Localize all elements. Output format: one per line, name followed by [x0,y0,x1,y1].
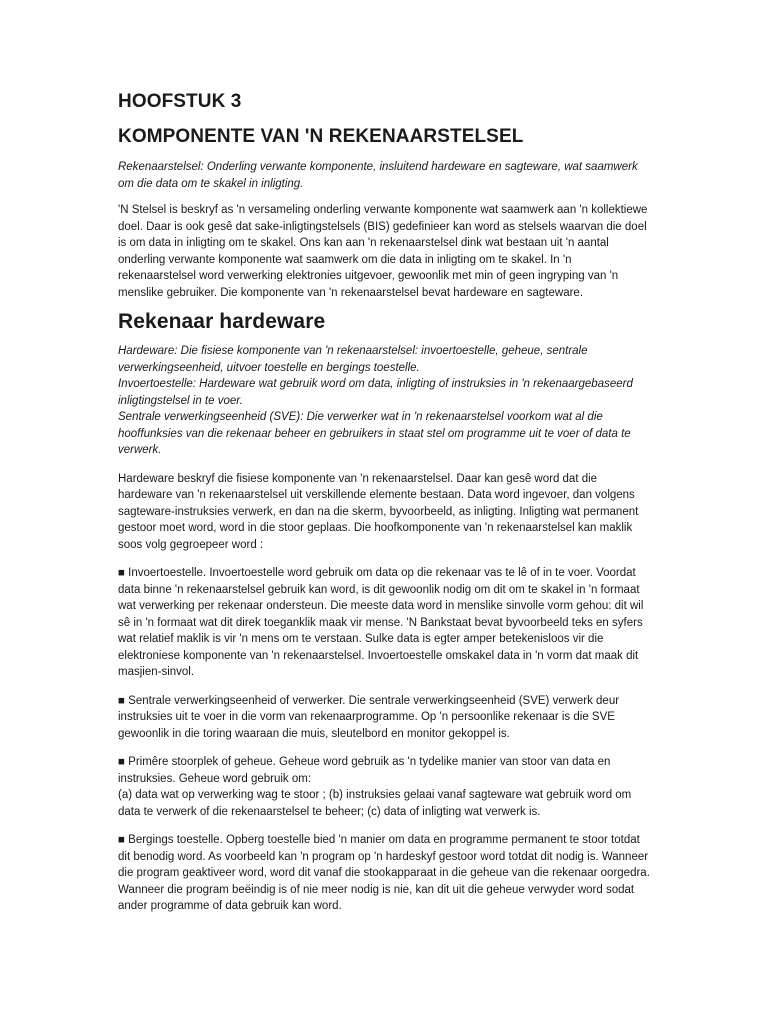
bullet-text: Primêre stoorplek of geheue. Geheue word gebruik as 'n tydelike manier van stoor van data en instruksies. Geheue word gebruik om: [118,756,611,785]
bullet-square-icon: ■ [118,834,125,846]
definition-text: : Die fisiese komponente van 'n rekenaarstelsel: invoertoestelle, geheue, sentrale verwerkingseenheid, uitvoer toestelle en bergings toestelle. [118,345,588,374]
definition-term: Sentrale verwerkingseenheid (SVE) [118,411,301,423]
intro-paragraph: 'N Stelsel is beskryf as 'n versameling onderling verwante komponente wat saamwerk aan 'n kollektiewe doel. Daar is ook gesê dat sake-inligtingstelsels (BIS) gedefinieer kan word as stelsels waarvan die doel is om data in inligting om te skakel. Ons kan aan 'n rekenaarstelsel dink wat bestaan uit 'n aantal onderling verwante komponente wat saamwerk om die data in inligting om te skakel. In 'n rekenaarstelsel word verwerking elektronies uitgevoer, gewoonlik met min of geen ingryping van 'n menslike gebruiker. Die komponente van 'n rekenaarstelsel bevat hardeware en sagteware. [118,204,648,299]
chapter-heading: HOOFSTUK 3 [118,91,242,112]
definition-text: : Die verwerker wat in 'n rekenaarstelsel voorkom wat al die hooffunksies van die rekenaar beheer en gebruikers in staat stel om programme uit te voer of data te verwerk. [118,411,631,456]
definition-term: Invoertoestelle [118,378,193,390]
section-heading: Rekenaar hardeware [118,310,326,333]
hardware-paragraph: Hardeware beskryf die fisiese komponente van 'n rekenaarstelsel. Daar kan gesê word dat die hardeware van 'n rekenaarstelsel uit verskillende elemente bestaan. Data word ingevoer, dan volgens sagteware-instruksies verwerk, en dan na die skerm, byvoorbeeld, as inligting. Inligting wat permanent gestoor moet word, word in die stoor geplaas. Die hoofkomponente van 'n rekenaarstelsel kan maklik soos volg gegroepeer word : [118,472,639,551]
bullet-square-icon: ■ [118,567,125,579]
definition-text: : Hardeware wat gebruik word om data, inligting of instruksies in 'n rekenaargebaseerd inligtingstelsel in te voer. [118,378,633,407]
definition-sve [118,409,650,459]
bullet-square-icon: ■ [118,756,125,768]
bullet-geheue [118,754,650,787]
definition-hardeware [118,343,650,376]
definition-text: : Onderling verwante komponente, insluitend hardeware en sagteware, wat saamwerk om die data om te skakel in inligting. [118,161,638,190]
definitions-block [118,343,650,459]
definition-term: Rekenaarstelsel [118,161,201,173]
bullet-text: Invoertoestelle. Invoertoestelle word gebruik om data op die rekenaar vas te lê of in te voer. Voordat data binne 'n rekenaarstelsel gebruik kan word, is dit gewoonlik nodig om dit om te skakel in 'n formaat wat verwerking per rekenaar ondersteun. Die meeste data word in menslike sinvolle vorm gehou: dit wil sê in 'n formaat wat dit direk toeganklik maak vir mense. 'N Bankstaat bevat byvoorbeeld teks en syfers wat relatief maklik is vir 'n mens om te verstaan. Sulke data is egter amper betekenisloos vir die elektroniese komponente van 'n rekenaarstelsel. Invoertoestelle omskakel data in 'n vorm dat maak dit masjien-sinvol. [118,567,644,678]
bullet-bergings [118,832,650,915]
bullet-text: Bergings toestelle. Opberg toestelle bied 'n manier om data en programme permanent te stoor totdat dit benodig word. As voorbeeld kan 'n program op 'n hardeskyf gestoor word totdat dit nodig is. Wanneer die program geaktiveer word, word dit vanaf die stookapparaat in die geheue van die rekenaar oorgedra. Wanneer die program beëindig is of nie meer nodig is nie, kan dit uit die geheue verwyder word sodat ander programme of data gebruik kan word. [118,834,650,912]
bullet-geheue-list: (a) data wat op verwerking wag te stoor ; (b) instruksies gelaai vanaf sagteware wat gebruik word om data te verwerk of die rekenaarstelsel te beheer; (c) data of inligting wat verwerk is. [118,789,632,818]
bullet-invoertoestelle [118,565,650,681]
definition-term: Hardeware [118,345,175,357]
definition-invoertoestelle [118,376,650,409]
intro-definition [118,159,650,192]
bullet-square-icon: ■ [118,694,125,707]
bullet-text: Sentrale verwerkingseenheid of verwerker. Die sentrale verwerkingseenheid (SVE) verwerk deur instruksies uit te voer in die vorm van rekenaarprogramme. Op 'n persoonlike rekenaar is die SVE gewoonlik in die toring waaraan die muis, sleutelbord en monitor gekoppel is. [118,694,620,740]
page-title: KOMPONENTE VAN 'N REKENAARSTELSEL [118,126,524,147]
bullet-sve [118,693,650,743]
